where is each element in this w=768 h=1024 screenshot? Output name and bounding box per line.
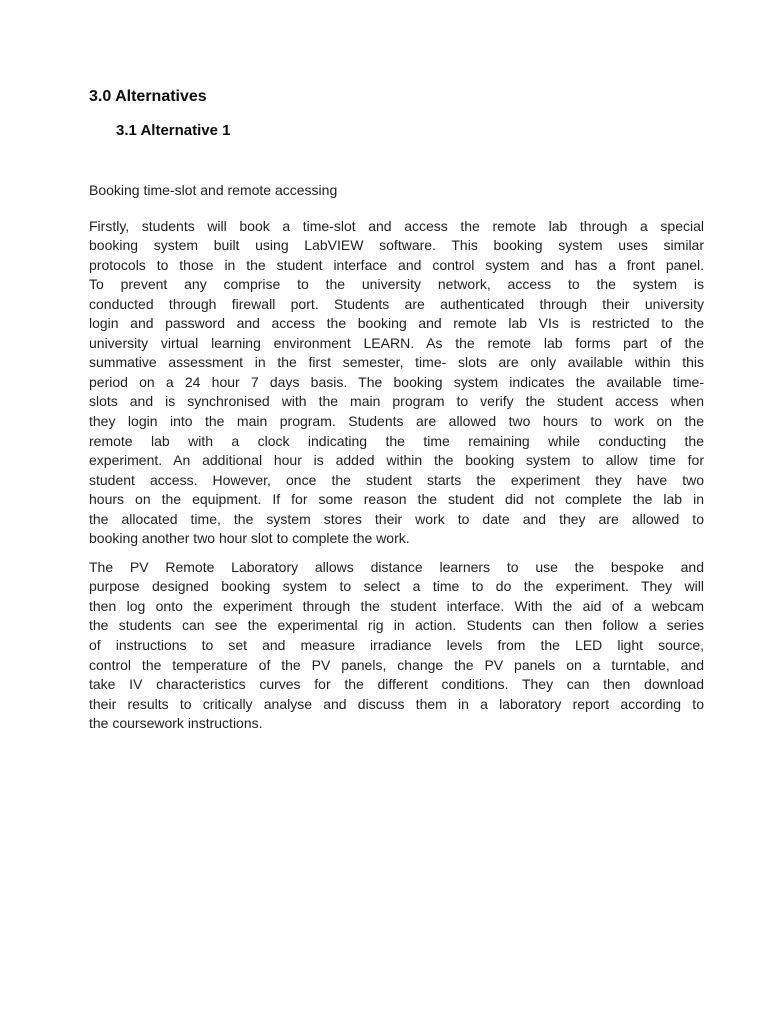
text-line: protocols to those in the student interface and control system and has a front panel. <box>89 256 704 273</box>
paragraph <box>89 558 704 734</box>
text-line: slots and is synchronised with the main program to verify the student access when <box>89 393 704 410</box>
text-line: university virtual learning environment LEARN. As the remote lab forms part of the <box>89 334 704 351</box>
subsection-heading: 3.1 Alternative 1 <box>116 122 231 139</box>
text-line: purpose designed booking system to select a time to do the experiment. They will <box>89 578 704 595</box>
text-line: the allocated time, the system stores their work to date and they are allowed to <box>89 510 704 527</box>
text-line: hours on the equipment. If for some reason the student did not complete the lab in <box>89 491 704 508</box>
text-line: summative assessment in the first semester, time- slots are only available within this <box>89 354 704 371</box>
paragraphs-container <box>89 217 704 734</box>
text-line: conducted through firewall port. Students are authenticated through their university <box>89 295 704 312</box>
text-line: control the temperature of the PV panels, change the PV panels on a turntable, and <box>89 656 704 673</box>
text-line: of instructions to set and measure irradiance levels from the LED light source, <box>89 637 704 654</box>
text-line: booking system built using LabVIEW software. This booking system uses similar <box>89 237 704 254</box>
document-content <box>89 87 704 743</box>
text-line: remote lab with a clock indicating the time remaining while conducting the <box>89 432 704 449</box>
text-line: take IV characteristics curves for the different conditions. They can then download <box>89 676 704 693</box>
text-line: experiment. An additional hour is added within the booking system to allow time for <box>89 452 704 469</box>
text-line: The PV Remote Laboratory allows distance learners to use the bespoke and <box>89 558 704 575</box>
text-line: period on a 24 hour 7 days basis. The booking system indicates the available time- <box>89 373 704 390</box>
text-line: they login into the main program. Students are allowed two hours to work on the <box>89 413 704 430</box>
text-line: the students can see the experimental rig in action. Students can then follow a series <box>89 617 704 634</box>
intro-line: Booking time-slot and remote accessing <box>89 182 338 198</box>
section-heading: 3.0 Alternatives <box>89 88 207 105</box>
text-line: student access. However, once the student starts the experiment they have two <box>89 471 704 488</box>
text-line: their results to critically analyse and discuss them in a laboratory report according to <box>89 695 704 712</box>
text-line: booking another two hour slot to complete the work. <box>89 530 410 547</box>
text-line: login and password and access the booking and remote lab VIs is restricted to the <box>89 315 704 332</box>
text-line: To prevent any comprise to the university network, access to the system is <box>89 276 704 293</box>
text-line: Firstly, students will book a time-slot and access the remote lab through a special <box>89 217 704 234</box>
text-line: then log onto the experiment through the student interface. With the aid of a webcam <box>89 597 704 614</box>
paragraph <box>89 217 704 549</box>
text-line: the coursework instructions. <box>89 715 263 732</box>
